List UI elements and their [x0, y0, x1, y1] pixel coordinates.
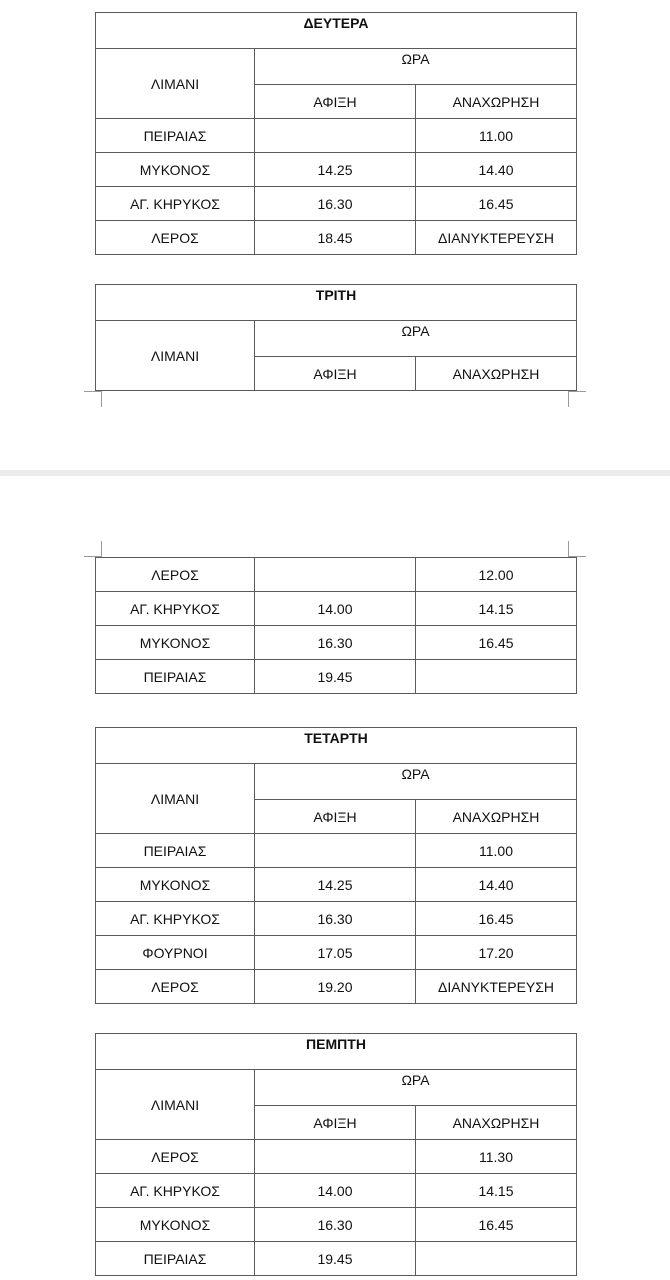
departure-cell: 16.45 [416, 187, 577, 221]
table-row [96, 1242, 577, 1276]
schedule-table-thursday [95, 1033, 577, 1276]
arrival-cell: 18.45 [255, 221, 416, 255]
port-cell: ΠΕΙΡΑΙΑΣ [96, 834, 255, 868]
day-title: ΠΕΜΠΤΗ [96, 1034, 577, 1070]
arrival-cell: 19.45 [255, 660, 416, 694]
arrival-header: ΑΦΙΞΗ [255, 800, 416, 834]
schedule-table-wednesday [95, 727, 577, 1004]
port-cell: ΜΥΚΟΝΟΣ [96, 153, 255, 187]
table-row [96, 1140, 577, 1174]
table-row [96, 660, 577, 694]
port-cell: ΑΓ. ΚΗΡΥΚΟΣ [96, 1174, 255, 1208]
table-row [96, 626, 577, 660]
departure-cell: 14.15 [416, 592, 577, 626]
departure-cell: 16.45 [416, 1208, 577, 1242]
arrival-cell [255, 834, 416, 868]
arrival-cell: 14.25 [255, 153, 416, 187]
departure-header: ΑΝΑΧΩΡΗΣΗ [416, 1106, 577, 1140]
port-cell: ΜΥΚΟΝΟΣ [96, 626, 255, 660]
page-corner-mark [568, 391, 586, 392]
table-row [96, 1174, 577, 1208]
port-cell: ΑΓ. ΚΗΡΥΚΟΣ [96, 592, 255, 626]
departure-header: ΑΝΑΧΩΡΗΣΗ [416, 800, 577, 834]
arrival-cell: 17.05 [255, 936, 416, 970]
page-corner-mark [101, 541, 102, 557]
page-corner-mark [101, 391, 102, 407]
port-cell: ΛΕΡΟΣ [96, 970, 255, 1004]
arrival-cell [255, 119, 416, 153]
day-title: ΤΕΤΑΡΤΗ [96, 728, 577, 764]
departure-cell: ΔΙΑΝΥΚΤΕΡΕΥΣΗ [416, 970, 577, 1004]
page-corner-mark [568, 541, 569, 557]
arrival-header: ΑΦΙΞΗ [255, 1106, 416, 1140]
hour-header: ΩΡΑ [255, 1070, 577, 1106]
departure-cell [416, 660, 577, 694]
departure-header: ΑΝΑΧΩΡΗΣΗ [416, 85, 577, 119]
port-header: ΛΙΜΑΝΙ [96, 321, 255, 391]
port-header: ΛΙΜΑΝΙ [96, 764, 255, 834]
departure-cell [416, 1242, 577, 1276]
table-row [96, 187, 577, 221]
table-row [96, 868, 577, 902]
arrival-cell [255, 558, 416, 592]
port-cell: ΦΟΥΡΝΟΙ [96, 936, 255, 970]
departure-cell: ΔΙΑΝΥΚΤΕΡΕΥΣΗ [416, 221, 577, 255]
departure-cell: 14.15 [416, 1174, 577, 1208]
hour-header: ΩΡΑ [255, 321, 577, 357]
table-row [96, 936, 577, 970]
table-row [96, 221, 577, 255]
port-cell: ΠΕΙΡΑΙΑΣ [96, 119, 255, 153]
arrival-cell: 19.20 [255, 970, 416, 1004]
arrival-cell: 14.00 [255, 1174, 416, 1208]
arrival-cell: 16.30 [255, 187, 416, 221]
arrival-header: ΑΦΙΞΗ [255, 357, 416, 391]
table-row [96, 970, 577, 1004]
arrival-cell: 16.30 [255, 902, 416, 936]
table-row [96, 558, 577, 592]
table-row [96, 902, 577, 936]
table-row [96, 153, 577, 187]
document-page-2 [0, 476, 670, 1280]
port-cell: ΑΓ. ΚΗΡΥΚΟΣ [96, 187, 255, 221]
arrival-header: ΑΦΙΞΗ [255, 85, 416, 119]
port-header: ΛΙΜΑΝΙ [96, 49, 255, 119]
arrival-cell: 16.30 [255, 626, 416, 660]
table-row [96, 834, 577, 868]
document-page-1 [0, 0, 670, 470]
page-corner-mark [568, 391, 569, 407]
departure-cell: 11.00 [416, 119, 577, 153]
hour-header: ΩΡΑ [255, 49, 577, 85]
arrival-cell: 14.25 [255, 868, 416, 902]
departure-cell: 16.45 [416, 902, 577, 936]
departure-cell: 11.00 [416, 834, 577, 868]
schedule-table-tuesday-header [95, 284, 577, 391]
departure-cell: 16.45 [416, 626, 577, 660]
port-cell: ΛΕΡΟΣ [96, 1140, 255, 1174]
port-cell: ΠΕΙΡΑΙΑΣ [96, 1242, 255, 1276]
departure-cell: 11.30 [416, 1140, 577, 1174]
table-row [96, 592, 577, 626]
departure-cell: 14.40 [416, 868, 577, 902]
arrival-cell: 19.45 [255, 1242, 416, 1276]
schedule-table-monday [95, 12, 577, 255]
departure-cell: 14.40 [416, 153, 577, 187]
day-title: ΤΡΙΤΗ [96, 285, 577, 321]
hour-header: ΩΡΑ [255, 764, 577, 800]
table-row [96, 119, 577, 153]
port-cell: ΠΕΙΡΑΙΑΣ [96, 660, 255, 694]
table-row [96, 1208, 577, 1242]
page-corner-mark [84, 391, 102, 392]
port-cell: ΜΥΚΟΝΟΣ [96, 868, 255, 902]
port-cell: ΜΥΚΟΝΟΣ [96, 1208, 255, 1242]
arrival-cell: 16.30 [255, 1208, 416, 1242]
arrival-cell [255, 1140, 416, 1174]
day-title: ΔΕΥΤΕΡΑ [96, 13, 577, 49]
port-header: ΛΙΜΑΝΙ [96, 1070, 255, 1140]
port-cell: ΛΕΡΟΣ [96, 558, 255, 592]
arrival-cell: 14.00 [255, 592, 416, 626]
schedule-table-tuesday-body [95, 557, 577, 694]
departure-header: ΑΝΑΧΩΡΗΣΗ [416, 357, 577, 391]
port-cell: ΑΓ. ΚΗΡΥΚΟΣ [96, 902, 255, 936]
port-cell: ΛΕΡΟΣ [96, 221, 255, 255]
departure-cell: 12.00 [416, 558, 577, 592]
departure-cell: 17.20 [416, 936, 577, 970]
